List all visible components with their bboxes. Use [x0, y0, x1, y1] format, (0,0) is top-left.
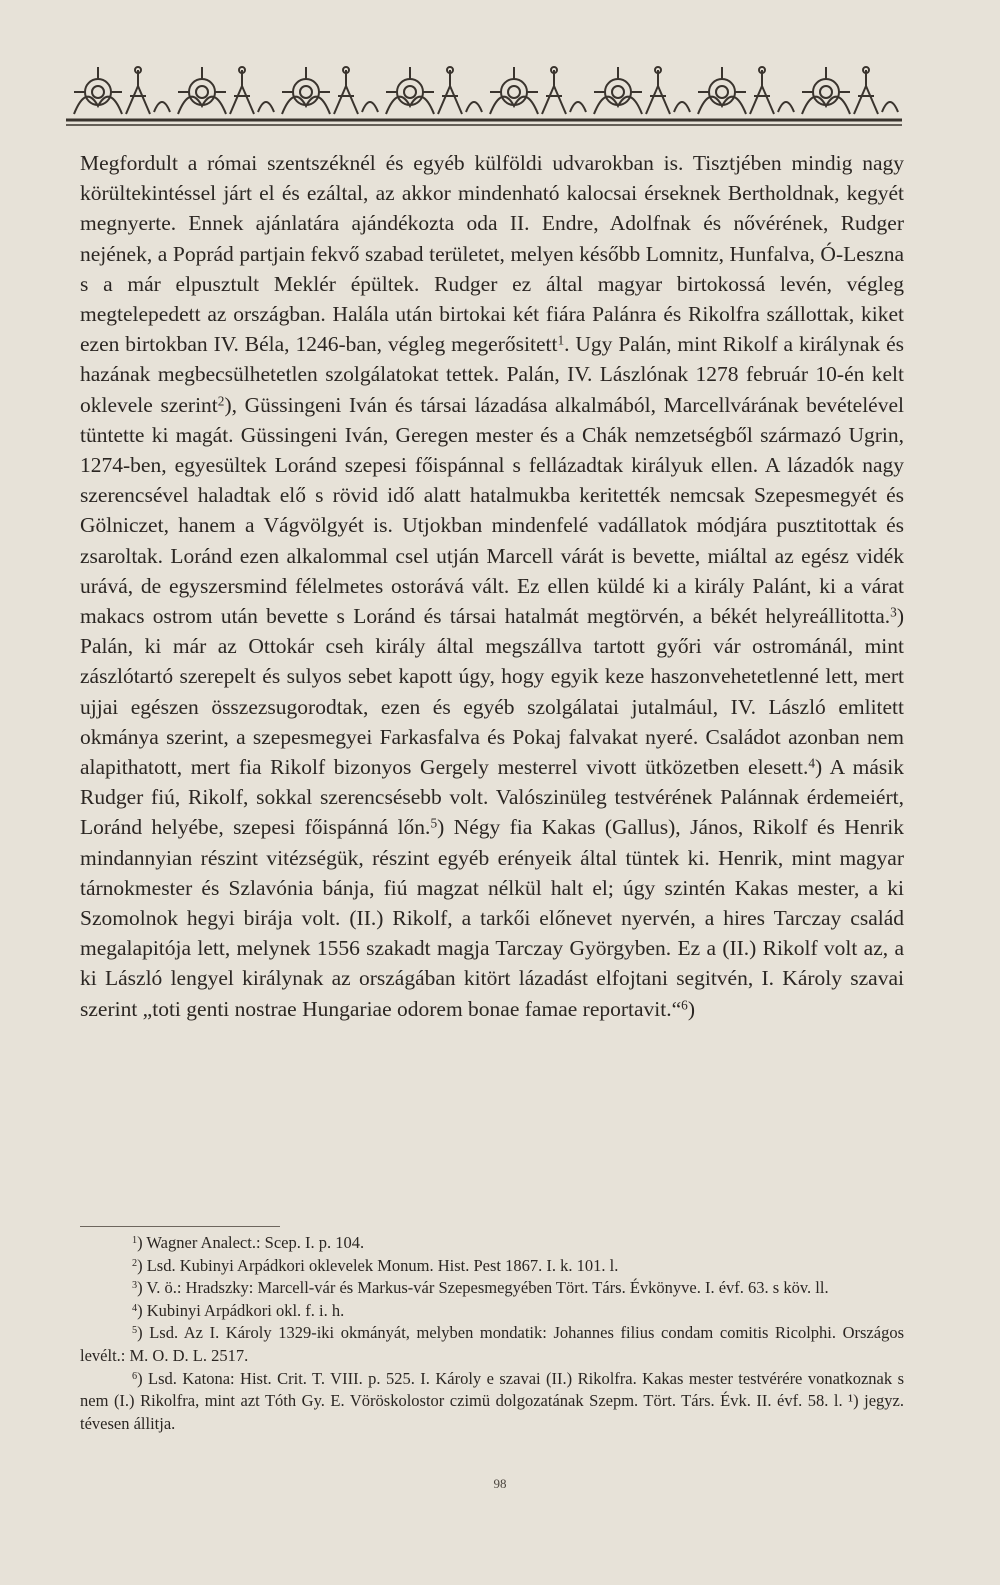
footnote-ref[interactable]: 5: [430, 815, 438, 831]
footnote-mark: 5: [132, 1325, 138, 1337]
footnote: $^3$) V. ö.: Hradszky: Marcell-vár és Markus-vár Szepesmegyében Tört. Társ. Évkönyve. I. évf. 63. s köv. ll.: [132, 1278, 829, 1298]
footnote-divider: [80, 1226, 280, 1227]
footnote: $^1$) Wagner Analect.: Scep. I. p. 104.: [132, 1233, 365, 1252]
page-number: 98: [493, 1476, 507, 1491]
footnote-ref[interactable]: 6: [681, 997, 688, 1013]
footnote-mark: 4: [132, 1302, 138, 1314]
footnote-ref[interactable]: 3: [890, 604, 897, 620]
footnotes: [80, 1232, 904, 1435]
main-text: [80, 148, 904, 1024]
footnote: $^6$) Lsd. Katona: Hist. Crit. T. VIII. p. 525. I. Károly e szavai (II.) Rikolfra. Kakas mester testvérére vonatkoznak s nem (I.) Rikolfra, mint azt Tóth Gy. E. Vöröskolostor czimü dolgozatának Szepm. Tört. Társ. Évk. II. évf. 58. l. ¹) jegyz. tévesen állitja.: [80, 1368, 904, 1433]
footnote: $^2$) Lsd. Kubinyi Arpádkori oklevelek Monum. Hist. Pest 1867. I. k. 101. l.: [132, 1255, 619, 1275]
footnote-ref[interactable]: 1: [557, 332, 565, 348]
footnote: $^5$) Lsd. Az I. Károly 1329-iki okmányát, melyben mondatik: Johannes filius condam comitis Ricolphi. Országos levélt.: M. O. D. L. 2517.: [80, 1323, 904, 1365]
footnote-mark: 6: [132, 1370, 138, 1382]
footnote-mark: 3: [132, 1280, 138, 1292]
footnote-ref[interactable]: 2: [217, 392, 225, 408]
floral-border-icon: [66, 62, 902, 130]
footnote-mark: 2: [132, 1257, 138, 1269]
footnote-mark: 1: [132, 1234, 138, 1246]
footnote: $^4$) Kubinyi Arpádkori okl. f. i. h.: [132, 1300, 345, 1320]
paragraph: Megfordult a római szentszéknél és egyéb külföldi udvarokban is. Tisztjében mindig nagy körültekintéssel járt el és ezáltal, az akkor mindenható kalocsai érseknek Bertholdnak, kegyét megnyerte. Ennek ajánlatára ajándékozta oda II. Endre, Adolfnak és nővérének, Rudger nejének, a Poprád partjain fekvő szabad területet, melyen később Lomnitz, Hunfalva, Ó-Leszna s a már elpusztult Meklér épültek. Rudger ez által magyar birtokossá levén, végleg megtelepedett az országban. Halála után birtokai két fiára Palánra és Rikolfra szállottak, kiket ezen birtokban IV. Béla, 1246-ban, végleg megerősitett$^1$. Ugy Palán, mint Rikolf a királynak és hazának megbecsülhetetlen szolgálatokat tettek. Palán, IV. Lászlónak 1278 február 10-én kelt oklevele szerint$^2$), Güssingeni Iván és társai lázadása alkalmából, Marcellvárának bevételével tüntette ki magát. Güssingeni Iván, Geregen mester és a Chák nemzetségből származó Ugrin, 1274-ben, egyesültek Loránd szepesi főispánnal s fellázadtak királyuk ellen. A lázadók nagy szerencsével haladtak elő s rövid idő alatt hatalmukba keritették nemcsak Szepesmegyét és Gölniczet, hanem a Vágvölgyét is. Utjokban mindenfelé vadállatok módjára pusztitottak és zsaroltak. Loránd ezen alkalommal csel utján Marcell várát is bevette, miáltal az egész vidék urává, de egyszersmind félelmetes ostorává vált. Ez ellen küldé ki a király Palánt, ki a várat makacs ostrom után bevette s Loránd és társai hatalmát megtörvén, a békét helyreállitotta.$^3$) Palán, ki már az Ottokár cseh király által megszállva tartott győri vár ostrománál, mint zászlótartó szerepelt és sulyos sebet kapott úgy, hogy egyik keze haszonvehetetlenné lett, mert ujjai egészen összezsugorodtak, ezen és egyéb szolgálatai jutalmául, IV. László emlitett okmánya szerint, a szepesmegyei Farkasfalva és Pokaj falvakat nyeré. Családot azonban nem alapithatott, mert fia Rikolf bizonyos Gergely mesterrel vivott ütközetben elesett.$^4$) A másik Rudger fiú, Rikolf, sokkal szerencsésebb volt. Valószinüleg testvérének Palánnak érdemeiért, Loránd helyébe, szepesi főispánná lőn.$^5$) Négy fia Kakas (Gallus), János, Rikolf és Henrik mindannyian részint vitézségük, részint egyéb erényeik által tüntek ki. Henrik, mint magyar tárnokmester és Szlavónia bánja, fiú magzat nélkül halt el; úgy szintén Kakas mester, a ki Szomolnok hegyi birája volt. (II.) Rikolf, a tarkői előnevet nyervén, a hires Tarczay család megalapitója lett, melynek 1556 szakadt magja Tarczay Györgyben. Ez a (II.) Rikolf volt az, a ki László lengyel királynak az országában kitört lázadást elfojtani segitvén, I. Károly szavai szerint „toti genti nostrae Hungariae odorem bonae famae reportavit.“$^6$): [80, 151, 905, 1021]
footnote-ref[interactable]: 4: [808, 755, 816, 771]
